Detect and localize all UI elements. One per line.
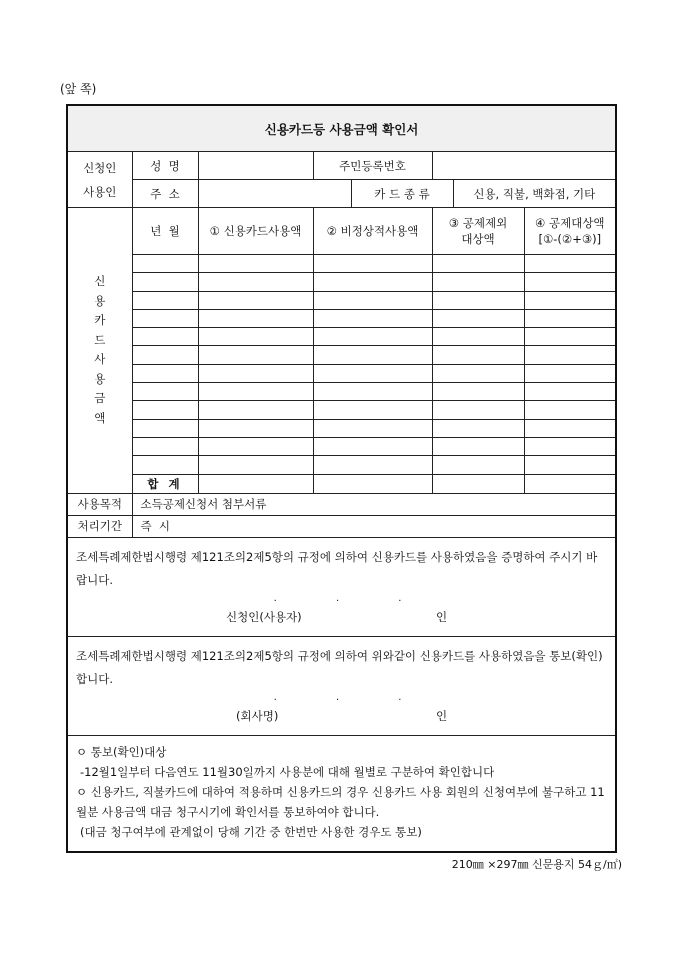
deductible-cell[interactable]	[524, 383, 616, 401]
header-deductible-amount: ④ 공제대상액 [①-(②+③)]	[524, 208, 616, 255]
applicant-seal: 인	[436, 609, 448, 624]
excluded-cell[interactable]	[432, 346, 524, 364]
deductible-cell[interactable]	[524, 291, 616, 309]
abnormal-usage-cell[interactable]	[313, 273, 432, 291]
side-label-char: 용	[94, 293, 106, 308]
card-usage-cell[interactable]	[198, 364, 313, 382]
side-label-char: 용	[94, 371, 106, 386]
applicant-label: 신청인 사용인	[67, 152, 132, 208]
card-usage-cell[interactable]	[198, 309, 313, 327]
usage-row	[67, 309, 616, 327]
deductible-cell[interactable]	[524, 346, 616, 364]
certificate-block	[67, 537, 616, 636]
excluded-cell[interactable]	[432, 273, 524, 291]
month-cell[interactable]	[132, 419, 198, 437]
total-excluded[interactable]	[432, 474, 524, 493]
usage-row	[67, 291, 616, 309]
month-cell[interactable]	[132, 328, 198, 346]
usage-row	[67, 437, 616, 455]
card-usage-cell[interactable]	[198, 291, 313, 309]
abnormal-usage-cell[interactable]	[313, 309, 432, 327]
purpose-value: 소득공제신청서 첨부서류	[132, 493, 616, 515]
card-usage-cell[interactable]	[198, 255, 313, 273]
card-usage-cell[interactable]	[198, 419, 313, 437]
name-field[interactable]	[198, 152, 313, 180]
side-label-char: 드	[94, 332, 106, 347]
total-abnormal[interactable]	[313, 474, 432, 493]
usage-row	[67, 273, 616, 291]
usage-side-label	[67, 208, 132, 494]
usage-row	[67, 383, 616, 401]
side-label-char: 액	[94, 410, 106, 425]
excluded-cell[interactable]	[432, 309, 524, 327]
notification-text: 조세특례제한법시행령 제121조의2제5항의 규정에 의하여 위와같이 신용카드를 사용하였음을 통보(확인)합니다.	[76, 648, 603, 686]
deductible-cell[interactable]	[524, 437, 616, 455]
deductible-cell[interactable]	[524, 401, 616, 419]
card-usage-cell[interactable]	[198, 437, 313, 455]
card-usage-cell[interactable]	[198, 383, 313, 401]
month-cell[interactable]	[132, 383, 198, 401]
usage-row	[67, 456, 616, 474]
month-cell[interactable]	[132, 437, 198, 455]
month-cell[interactable]	[132, 401, 198, 419]
abnormal-usage-cell[interactable]	[313, 437, 432, 455]
abnormal-usage-cell[interactable]	[313, 291, 432, 309]
month-cell[interactable]	[132, 364, 198, 382]
month-cell[interactable]	[132, 273, 198, 291]
abnormal-usage-cell[interactable]	[313, 364, 432, 382]
excluded-cell[interactable]	[432, 401, 524, 419]
deductible-cell[interactable]	[524, 328, 616, 346]
abnormal-usage-cell[interactable]	[313, 255, 432, 273]
usage-row	[67, 255, 616, 273]
card-type-value: 신용, 직불, 백화점, 기타	[453, 180, 616, 208]
date-dots: . . .	[273, 691, 430, 703]
month-cell[interactable]	[132, 456, 198, 474]
total-label: 합 계	[132, 474, 198, 493]
excluded-cell[interactable]	[432, 364, 524, 382]
deductible-cell[interactable]	[524, 309, 616, 327]
address-field[interactable]	[198, 180, 351, 208]
month-cell[interactable]	[132, 346, 198, 364]
excluded-cell[interactable]	[432, 383, 524, 401]
abnormal-usage-cell[interactable]	[313, 456, 432, 474]
excluded-cell[interactable]	[432, 328, 524, 346]
purpose-label: 사용목적	[67, 493, 132, 515]
deductible-cell[interactable]	[524, 456, 616, 474]
side-label-char: 카	[94, 313, 106, 328]
note-item: ㅇ 통보(확인)대상	[76, 744, 167, 759]
resident-id-field[interactable]	[432, 152, 616, 180]
resident-id-label: 주민등록번호	[313, 152, 432, 180]
usage-row	[67, 328, 616, 346]
total-card-usage[interactable]	[198, 474, 313, 493]
header-abnormal-usage: ② 비정상적사용액	[313, 208, 432, 255]
card-usage-cell[interactable]	[198, 346, 313, 364]
period-label: 처리기간	[67, 515, 132, 537]
deductible-cell[interactable]	[524, 419, 616, 437]
notification-block	[67, 636, 616, 735]
total-deductible[interactable]	[524, 474, 616, 493]
usage-side-label-text	[100, 428, 101, 429]
card-usage-cell[interactable]	[198, 456, 313, 474]
company-signer: (회사명)	[236, 708, 279, 723]
note-item: -12월1일부터 다음연도 11월30일까지 사용분에 대해 월별로 구분하여 확인합니다	[80, 764, 495, 779]
note-item: ㅇ 신용카드, 직불카드에 대하여 적용하며 신용카드의 경우 신용카드 사용 회원의 신청여부에 불구하고 11월분 사용금액 대금 청구시기에 확인서를 통보하여야 합니다.	[76, 784, 605, 819]
deductible-cell[interactable]	[524, 255, 616, 273]
usage-row	[67, 346, 616, 364]
usage-row	[67, 419, 616, 437]
header-card-usage: ① 신용카드사용액	[198, 208, 313, 255]
period-value: 즉 시	[132, 515, 616, 537]
card-type-label: 카 드 종 류	[351, 180, 453, 208]
abnormal-usage-cell[interactable]	[313, 328, 432, 346]
certificate-text: 조세특례제한법시행령 제121조의2제5항의 규정에 의하여 신용카드를 사용하였음을 증명하여 주시기 바랍니다.	[76, 549, 598, 587]
side-label-char: 사	[94, 352, 106, 367]
usage-row	[67, 364, 616, 382]
side-label-char: 신	[94, 274, 106, 289]
form-title: 신용카드등 사용금액 확인서	[67, 105, 616, 152]
deductible-cell[interactable]	[524, 273, 616, 291]
excluded-cell[interactable]	[432, 419, 524, 437]
abnormal-usage-cell[interactable]	[313, 346, 432, 364]
abnormal-usage-cell[interactable]	[313, 383, 432, 401]
excluded-cell[interactable]	[432, 255, 524, 273]
card-usage-cell[interactable]	[198, 328, 313, 346]
month-cell[interactable]	[132, 291, 198, 309]
name-label: 성 명	[132, 152, 198, 180]
excluded-cell[interactable]	[432, 437, 524, 455]
front-side-label: (앞 쪽)	[60, 82, 97, 96]
credit-card-usage-form	[66, 104, 617, 853]
header-excluded-amount: ③ 공제제외 대상액	[432, 208, 524, 255]
month-cell[interactable]	[132, 255, 198, 273]
excluded-cell[interactable]	[432, 291, 524, 309]
month-cell[interactable]	[132, 309, 198, 327]
abnormal-usage-cell[interactable]	[313, 419, 432, 437]
excluded-cell[interactable]	[432, 456, 524, 474]
card-usage-cell[interactable]	[198, 273, 313, 291]
usage-row	[67, 401, 616, 419]
deductible-cell[interactable]	[524, 364, 616, 382]
side-label-char: 금	[94, 391, 106, 406]
abnormal-usage-cell[interactable]	[313, 401, 432, 419]
note-item: (대금 청구여부에 관계없이 당해 기간 중 한번만 사용한 경우도 통보)	[80, 824, 422, 839]
company-seal: 인	[436, 708, 448, 723]
header-year-month: 년 월	[132, 208, 198, 255]
applicant-signer: 신청인(사용자)	[226, 609, 302, 624]
date-dots: . . .	[273, 592, 430, 604]
card-usage-cell[interactable]	[198, 401, 313, 419]
paper-spec: 210㎜ ×297㎜ 신문용지 54ｇ/㎡)	[451, 858, 622, 871]
notes-block	[67, 735, 616, 852]
address-label: 주 소	[132, 180, 198, 208]
